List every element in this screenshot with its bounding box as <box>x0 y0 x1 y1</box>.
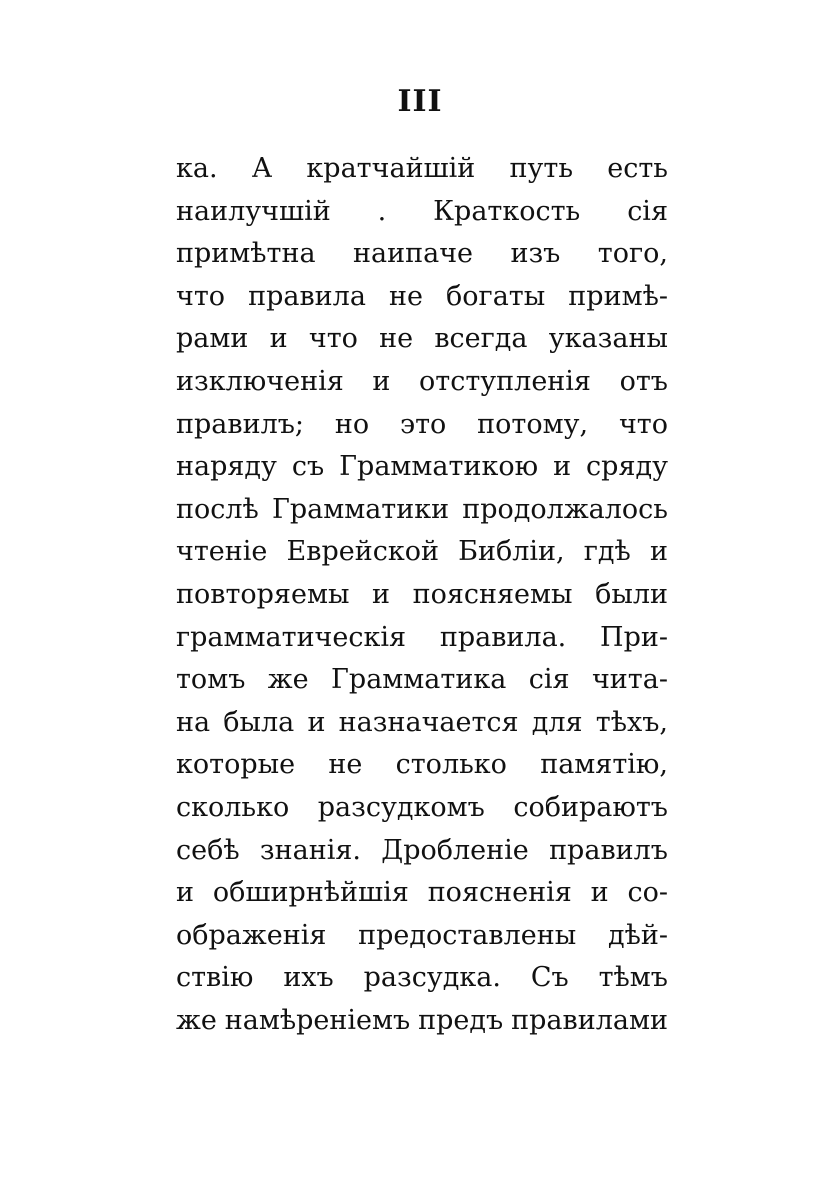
word: и <box>372 365 391 397</box>
word: была <box>223 706 295 738</box>
word: грамматическія <box>176 621 407 653</box>
text-line <box>176 148 668 191</box>
text-line <box>176 830 668 873</box>
word: послѣ <box>176 493 259 525</box>
word: и <box>307 706 326 738</box>
word: правилъ; <box>176 408 304 440</box>
word: Дробленіе <box>381 834 529 866</box>
text-line <box>176 787 668 830</box>
text-line <box>176 659 668 702</box>
word: правилами <box>511 1004 668 1036</box>
word: Еврейской <box>286 536 439 568</box>
word: путь <box>509 153 574 184</box>
word: Библіи, <box>458 536 565 568</box>
word: правилъ <box>549 834 668 866</box>
word: Съ <box>530 962 569 994</box>
word: ображенія <box>176 919 327 951</box>
word: назначается <box>338 706 519 738</box>
word: ствію <box>176 962 254 994</box>
text-line <box>176 361 668 404</box>
text-line <box>176 233 668 276</box>
word: что <box>176 280 226 312</box>
word: дѣй- <box>607 919 668 951</box>
word: . <box>377 195 387 227</box>
word: повторяемы <box>176 578 350 610</box>
text-line <box>176 531 668 574</box>
word: сія <box>528 664 570 696</box>
word: рами <box>176 323 249 355</box>
text-line <box>176 574 668 617</box>
word: не <box>389 280 423 312</box>
word: разсудкомъ <box>317 791 485 823</box>
word: чтеніе <box>176 536 268 568</box>
word: потому, <box>477 408 589 440</box>
word: наипаче <box>353 238 474 270</box>
word: примѣ- <box>568 280 668 312</box>
word: указаны <box>548 323 668 355</box>
word: что <box>618 408 668 440</box>
word: поясняемы <box>412 578 573 610</box>
word: обширнѣйшія <box>212 877 409 909</box>
word: сряду <box>586 451 668 483</box>
word: собираютъ <box>513 791 668 823</box>
word: и <box>553 451 572 483</box>
word: же <box>267 664 309 696</box>
text-line <box>176 404 668 447</box>
word: сія <box>627 195 668 227</box>
word: и <box>269 323 288 355</box>
word: съ <box>291 451 325 483</box>
word: ка. <box>176 153 218 184</box>
page-number: III <box>397 84 443 119</box>
word: отступленія <box>419 365 591 397</box>
word: наилучшій <box>176 195 331 227</box>
word: того, <box>597 238 668 270</box>
word: на <box>176 706 211 738</box>
word: есть <box>607 153 668 184</box>
word: томъ <box>176 664 246 696</box>
word: знанія. <box>259 834 361 866</box>
word: памятію, <box>540 749 668 781</box>
text-line <box>176 489 668 532</box>
word: богаты <box>446 280 546 312</box>
text-line <box>176 744 668 787</box>
word: правила. <box>439 621 567 653</box>
word: Грамматика <box>331 664 507 696</box>
text-line <box>176 446 668 489</box>
word: себѣ <box>176 834 240 866</box>
word: что <box>308 323 358 355</box>
text-line <box>176 957 668 1000</box>
word: поясненія <box>427 877 572 909</box>
word: не <box>379 323 414 355</box>
word: которые <box>176 749 296 781</box>
word: и <box>176 877 194 909</box>
word: гдѣ <box>583 536 631 568</box>
word: столько <box>395 749 507 781</box>
word: и <box>372 578 391 610</box>
word: наряду <box>176 451 277 483</box>
word: Краткость <box>433 195 581 227</box>
text-line <box>176 702 668 745</box>
word: намѣреніемъ <box>224 1004 411 1036</box>
text-line <box>176 872 668 915</box>
word: разсудка. <box>363 962 501 994</box>
word: же <box>176 1004 217 1036</box>
word: предоставлены <box>358 919 577 951</box>
text-line <box>176 318 668 361</box>
text-line <box>176 617 668 660</box>
word: изключенія <box>176 365 344 397</box>
word: А <box>251 153 273 184</box>
word: для <box>531 706 583 738</box>
word: Грамматики <box>271 493 450 525</box>
word: но <box>334 408 370 440</box>
word: были <box>595 578 668 610</box>
word: со- <box>627 877 668 909</box>
word: это <box>399 408 447 440</box>
word: тѣхъ, <box>595 706 668 738</box>
word: тѣмъ <box>598 962 668 994</box>
word: ихъ <box>283 962 334 994</box>
word: и <box>590 877 609 909</box>
word: изъ <box>510 238 561 270</box>
word: не <box>328 749 363 781</box>
word: всегда <box>434 323 528 355</box>
word: сколько <box>176 791 290 823</box>
word: предъ <box>418 1004 504 1036</box>
text-line <box>176 191 668 234</box>
word: продолжалось <box>462 493 668 525</box>
word: кратчайшій <box>306 153 476 184</box>
text-line <box>176 915 668 958</box>
body-text <box>176 148 668 1042</box>
word: и <box>649 536 668 568</box>
word: чита- <box>591 664 668 696</box>
word: правила <box>248 280 366 312</box>
word: отъ <box>619 365 668 397</box>
text-line <box>176 276 668 319</box>
text-line <box>176 1000 668 1043</box>
word: При- <box>600 621 668 653</box>
word: примѣтна <box>176 238 316 270</box>
word: Грамматикою <box>339 451 539 483</box>
